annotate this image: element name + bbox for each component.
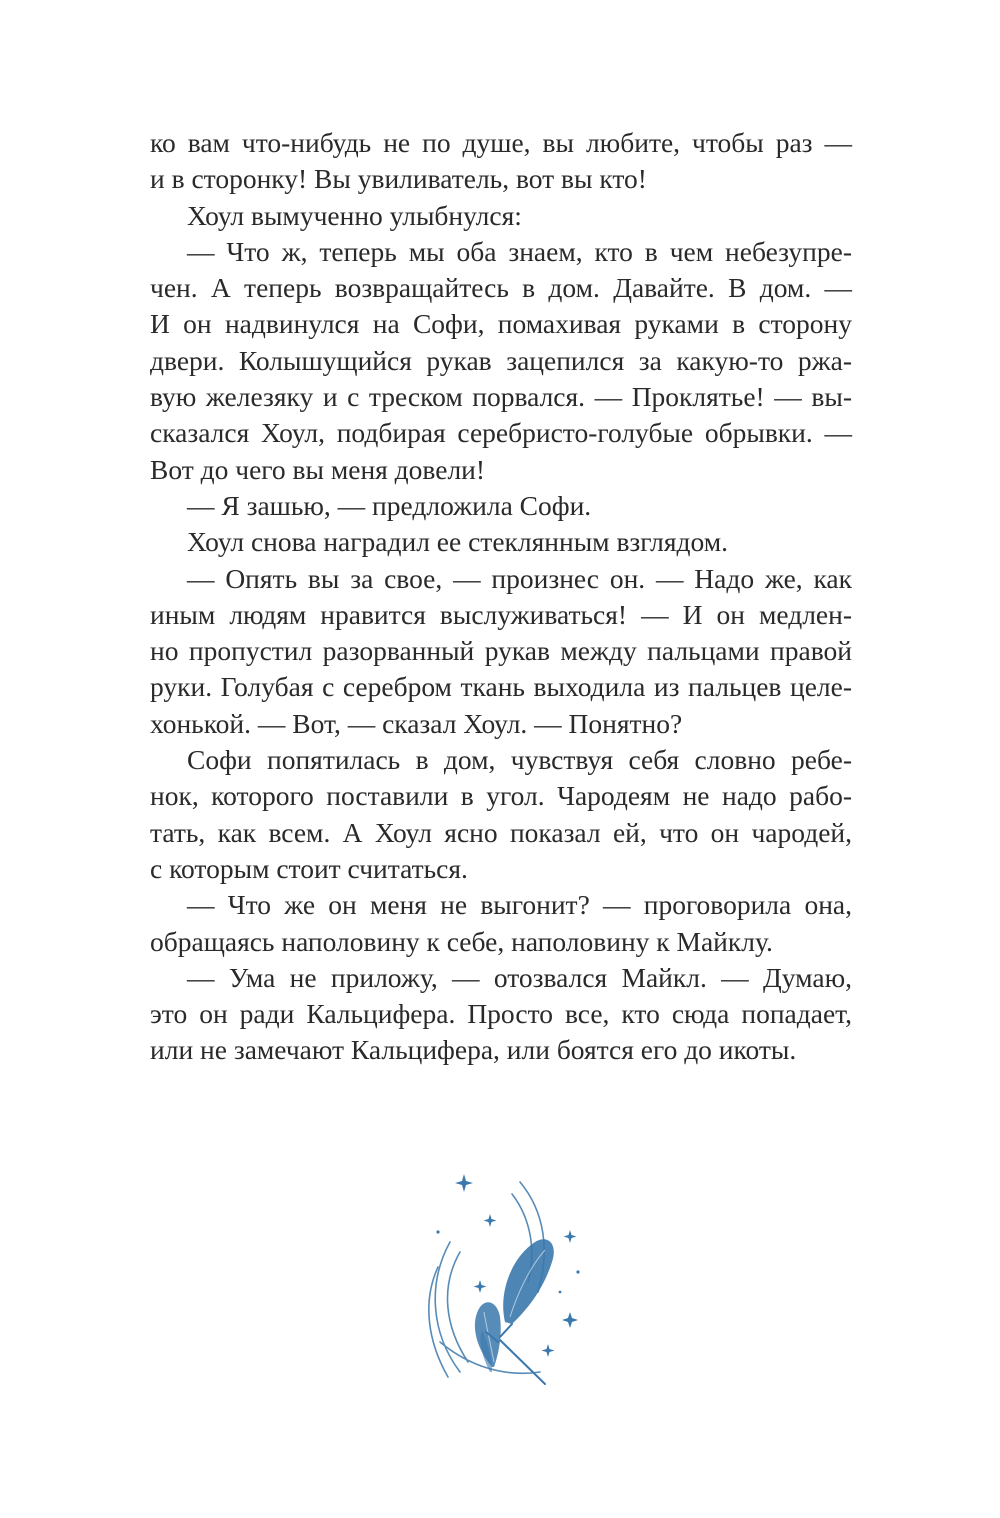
text-line: вую железяку и с треском порвался. — Проклятье! — вы- bbox=[150, 381, 852, 413]
text-line: — Что же он меня не выгонит? — проговорила она, bbox=[187, 889, 852, 921]
text-line: это он ради Кальцифера. Просто все, кто сюда попадает, bbox=[150, 998, 852, 1030]
text-line: иным людям нравится выслуживаться! — И он медлен- bbox=[150, 598, 852, 630]
text-line: ко вам что-нибудь не по душе, вы любите, чтобы раз — bbox=[150, 127, 852, 158]
text-line: Вот до чего вы меня довели! bbox=[150, 453, 486, 485]
text-line: руки. Голубая с серебром ткань выходила из пальцев целе- bbox=[150, 671, 852, 703]
text-line: с которым стоит считаться. bbox=[150, 852, 468, 884]
text-line: чен. А теперь возвращайтесь в дом. Давайте. В дом. — bbox=[150, 272, 852, 304]
text-line: нок, которого поставили в угол. Чародеям не надо рабо- bbox=[150, 780, 852, 812]
text-line: и в сторонку! Вы увиливатель, вот вы кто! bbox=[150, 163, 647, 195]
text-line: — Я зашью, — предложила Софи. bbox=[187, 489, 592, 521]
text-line: Софи попятилась в дом, чувствуя себя словно ребе- bbox=[187, 744, 852, 776]
feather-ornament-icon bbox=[420, 1172, 590, 1392]
text-line: сказался Хоул, подбирая серебристо-голубые обрывки. — bbox=[150, 417, 852, 449]
text-line: — Что ж, теперь мы оба знаем, кто в чем небезупре- bbox=[187, 235, 852, 267]
text-line: — Ума не приложу, — отозвался Майкл. — Думаю, bbox=[187, 961, 852, 993]
text-line: тать, как всем. А Хоул ясно показал ей, что он чародей, bbox=[150, 816, 852, 848]
text-line: И он надвинулся на Софи, помахивая руками в сторону bbox=[150, 308, 852, 340]
text-line: Хоул вымученно улыбнулся: bbox=[187, 199, 522, 231]
text-line: — Опять вы за свое, — произнес он. — Надо же, как bbox=[187, 562, 852, 594]
page-body-text bbox=[150, 125, 852, 1069]
text-line: или не замечают Кальцифера, или боятся его до икоты. bbox=[150, 1034, 797, 1066]
text-line: обращаясь наполовину к себе, наполовину к Майклу. bbox=[150, 925, 773, 957]
text-line: хонькой. — Вот, — сказал Хоул. — Понятно? bbox=[150, 707, 683, 739]
text-line: Хоул снова наградил ее стеклянным взглядом. bbox=[187, 526, 729, 558]
text-line: но пропустил разорванный рукав между пальцами правой bbox=[150, 635, 852, 667]
text-line: двери. Колышущийся рукав зацепился за какую-то ржа- bbox=[150, 344, 852, 376]
